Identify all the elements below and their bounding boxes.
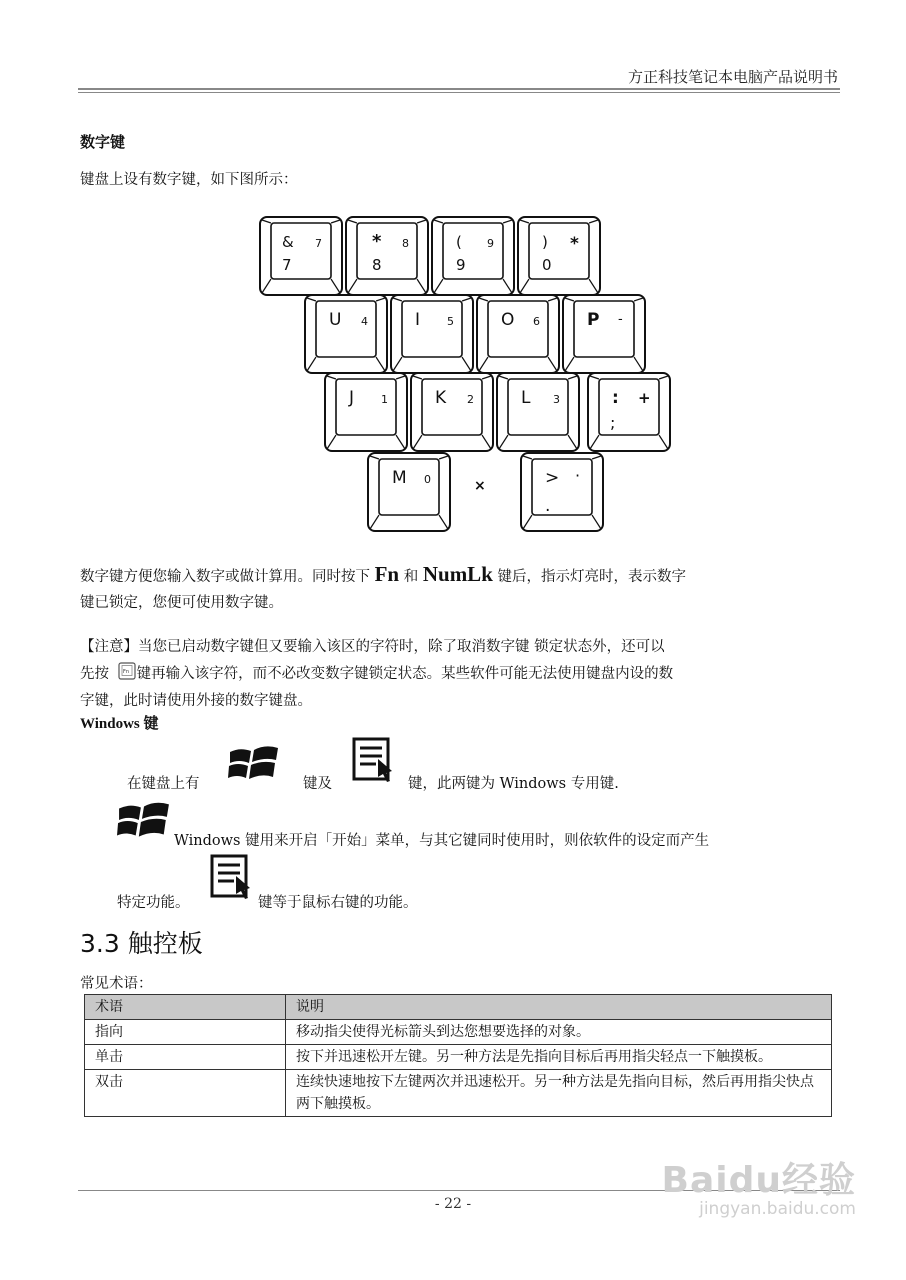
svg-text:): ) — [542, 233, 548, 251]
svg-text:&: & — [282, 233, 294, 251]
terms-table — [84, 994, 832, 1117]
svg-text:M: M — [392, 468, 407, 488]
numkey-heading: 数字键 — [80, 133, 126, 151]
fn-key-label: Fn — [374, 562, 400, 586]
numeric-keypad-diagram — [255, 212, 675, 537]
svg-text:>: > — [545, 468, 560, 488]
menu-key-icon-2 — [210, 854, 252, 900]
page-number: - 22 - — [434, 1196, 472, 1212]
numkey-para-c: 键已锁定，您便可使用数字键。 — [80, 595, 283, 611]
svg-text:L: L — [521, 388, 531, 408]
svg-text:5: 5 — [447, 315, 454, 328]
table-row — [85, 1020, 832, 1045]
svg-text:9: 9 — [456, 256, 466, 274]
windows-heading: Windows 键 — [80, 716, 159, 732]
windows-logo-icon — [228, 744, 280, 784]
key-p — [563, 295, 645, 373]
watermark-logo-text: Baidu经验 — [661, 1160, 856, 1201]
term-cell: 双击 — [85, 1070, 286, 1117]
svg-text:1: 1 — [381, 393, 388, 406]
svg-text:*: * — [570, 234, 579, 254]
svg-text:·: · — [575, 466, 581, 485]
and-text: 和 — [403, 569, 419, 585]
svg-text:6: 6 — [533, 315, 540, 328]
touchpad-section-title: 3.3 触控板 — [80, 929, 203, 958]
windows-line-3b: 键等于鼠标右键的功能。 — [258, 895, 418, 911]
windows-line-3a: 特定功能。 — [117, 895, 190, 911]
term-cell: 单击 — [85, 1045, 286, 1070]
svg-text:U: U — [329, 310, 342, 330]
fn-key-icon — [118, 662, 136, 680]
term-cell: 指向 — [85, 1020, 286, 1045]
key-semicolon — [588, 373, 670, 451]
windows-line-1b: 键及 — [303, 776, 332, 792]
svg-text:8: 8 — [402, 237, 409, 250]
svg-text:2: 2 — [467, 393, 474, 406]
header-rule — [78, 88, 840, 90]
watermark-url: jingyan.baidu.com — [699, 1199, 856, 1219]
numlk-key-label: NumLk — [422, 562, 493, 586]
column-header-desc: 说明 — [286, 995, 832, 1020]
column-header-term: 术语 — [85, 995, 286, 1020]
svg-text:0: 0 — [542, 256, 552, 274]
key-i — [391, 295, 473, 373]
key-j — [325, 373, 407, 451]
svg-text:I: I — [415, 310, 421, 330]
svg-text:(: ( — [456, 233, 462, 251]
svg-text:+: + — [638, 389, 651, 407]
numkey-intro: 键盘上设有数字键，如下图所示： — [80, 172, 298, 188]
svg-text:*: * — [372, 231, 382, 252]
table-header-row — [85, 995, 832, 1020]
key-o — [477, 295, 559, 373]
svg-text:8: 8 — [372, 256, 382, 274]
svg-text:3: 3 — [553, 393, 560, 406]
key-l — [497, 373, 579, 451]
key-u — [305, 295, 387, 373]
key-7 — [260, 217, 342, 295]
desc-cell: 按下并迅速松开左键。另一种方法是先指向目标后再用指尖轻点一下触摸板。 — [286, 1045, 832, 1070]
numkey-note — [80, 634, 840, 715]
windows-logo-icon-2 — [117, 800, 171, 842]
header-title: 方正科技笔记本电脑产品说明书 — [627, 68, 838, 86]
note-line-3: 字键，此时请使用外接的数字键盘。 — [80, 693, 312, 709]
desc-cell: 移动指尖使得光标箭头到达您想要选择的对象。 — [286, 1020, 832, 1045]
key-m — [368, 453, 450, 531]
key-0 — [518, 217, 600, 295]
desc-cell: 连续快速地按下左键两次并迅速松开。另一种方法是先指向目标，然后再用指尖快点两下触摸板。 — [286, 1070, 832, 1117]
svg-text:.: . — [545, 496, 551, 516]
header-rule-thin — [78, 92, 840, 93]
windows-line-1c: 键，此两键为 Windows 专用键. — [408, 776, 619, 792]
windows-line-2: Windows 键用来开启「开始」菜单，与其它键同时使用时，则依软件的设定而产生 — [174, 833, 710, 849]
svg-text:J: J — [349, 388, 355, 408]
watermark — [662, 1152, 856, 1219]
windows-line-1a: 在键盘上有 — [127, 776, 200, 792]
terms-label: 常见术语： — [80, 976, 153, 992]
key-period — [521, 453, 603, 531]
svg-text:Fn: Fn — [122, 669, 129, 675]
table-row — [85, 1070, 832, 1117]
key-k — [411, 373, 493, 451]
note-line-2b: 键再输入该字符，而不必改变数字键锁定状态。某些软件可能无法使用键盘内设的数 — [136, 666, 674, 682]
svg-text:P: P — [587, 310, 600, 330]
key-gap-marker: × — [474, 478, 486, 494]
menu-key-icon — [352, 737, 394, 783]
numkey-para-b: 键后，指示灯亮时，表示数字 — [497, 569, 686, 585]
note-line-2a: 先按 — [80, 666, 109, 682]
svg-text:0: 0 — [424, 473, 431, 486]
key-9 — [432, 217, 514, 295]
table-row — [85, 1045, 832, 1070]
svg-text:K: K — [435, 388, 447, 408]
svg-text:9: 9 — [487, 237, 494, 250]
key-8 — [346, 217, 428, 295]
svg-text:;: ; — [610, 413, 616, 432]
svg-text:O: O — [501, 310, 515, 330]
svg-text:4: 4 — [361, 315, 368, 328]
svg-text:7: 7 — [282, 256, 292, 274]
note-line-1: 【注意】当您已启动数字键但又要输入该区的字符时，除了取消数字键 锁定状态外，还可以 — [80, 639, 665, 655]
svg-text::: : — [612, 388, 619, 408]
numkey-paragraph — [80, 561, 840, 616]
numkey-para-a: 数字键方便您输入数字或做计算用。同时按下 — [80, 569, 370, 585]
svg-text:7: 7 — [315, 237, 322, 250]
svg-text:-: - — [618, 312, 623, 327]
